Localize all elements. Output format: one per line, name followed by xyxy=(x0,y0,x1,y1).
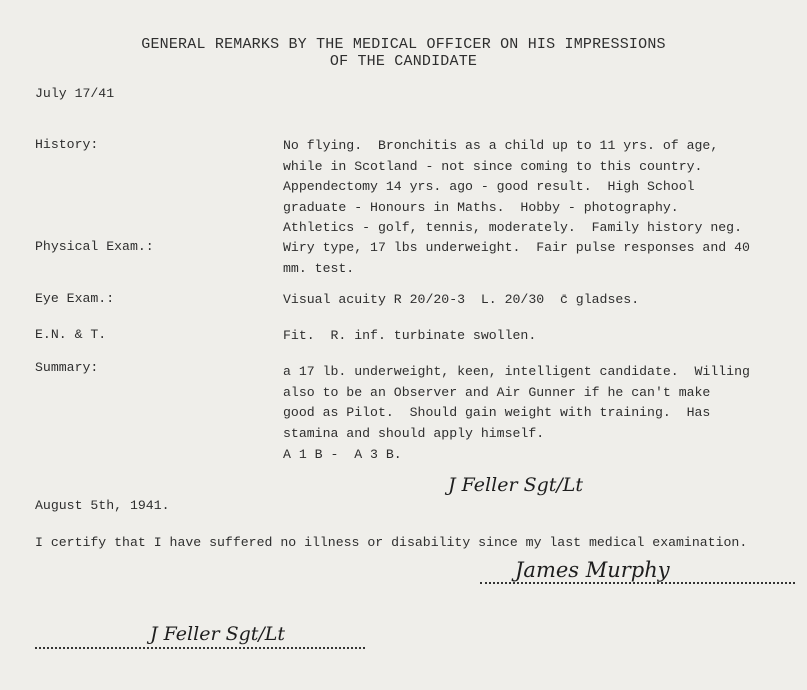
ent-label: E.N. & T. xyxy=(35,327,107,342)
ent-text: Fit. R. inf. turbinate swollen. xyxy=(283,328,537,343)
text-line: while in Scotland - not since coming to this country. xyxy=(283,158,703,174)
text-line: a 17 lb. underweight, keen, intelligent candidate. Willing xyxy=(283,364,750,379)
text-line: also to be an Observer and Air Gunner if he can't make xyxy=(283,384,711,400)
physical-exam-text xyxy=(283,238,750,279)
text-line: graduate - Honours in Maths. Hobby - photography. xyxy=(283,199,679,215)
text-line: Athletics - golf, tennis, moderately. Family history neg. xyxy=(283,220,742,235)
summary-label: Summary: xyxy=(35,360,99,375)
text-line: Wiry type, 17 lbs underweight. Fair pulse responses and 40 xyxy=(283,240,750,255)
document-subtitle: OF THE CANDIDATE xyxy=(329,53,478,70)
text-line: Appendectomy 14 yrs. ago - good result. High School xyxy=(283,179,695,194)
candidate-signature: James Murphy xyxy=(515,558,670,582)
physical-exam-label: Physical Exam.: xyxy=(35,239,154,254)
category-grade: A 1 B - A 3 B. xyxy=(283,447,402,462)
officer-signature: J Feller Sgt/Lt xyxy=(448,474,584,496)
witness-signature: J Feller Sgt/Lt xyxy=(150,623,286,645)
candidate-signature-line xyxy=(480,582,795,584)
text-line: mm. test. xyxy=(283,260,355,276)
text-line: No flying. Bronchitis as a child up to 11 yrs. of age, xyxy=(283,138,719,153)
eye-exam-text: Visual acuity R 20/20-3 L. 20/30 c̄ gladses. xyxy=(283,292,640,307)
summary-text xyxy=(283,362,750,444)
exam-date: July 17/41 xyxy=(35,86,115,101)
eye-exam-label: Eye Exam.: xyxy=(35,291,115,306)
text-line: stamina and should apply himself. xyxy=(283,425,545,441)
text-line: good as Pilot. Should gain weight with training. Has xyxy=(283,405,711,420)
witness-signature-line xyxy=(35,647,365,649)
history-label: History: xyxy=(35,137,99,152)
august-date: August 5th, 1941. xyxy=(35,498,170,513)
history-text xyxy=(283,136,742,239)
certification-statement: I certify that I have suffered no illness or disability since my last medical examination. xyxy=(35,535,748,550)
document-title: GENERAL REMARKS BY THE MEDICAL OFFICER ON HIS IMPRESSIONS xyxy=(141,36,666,53)
